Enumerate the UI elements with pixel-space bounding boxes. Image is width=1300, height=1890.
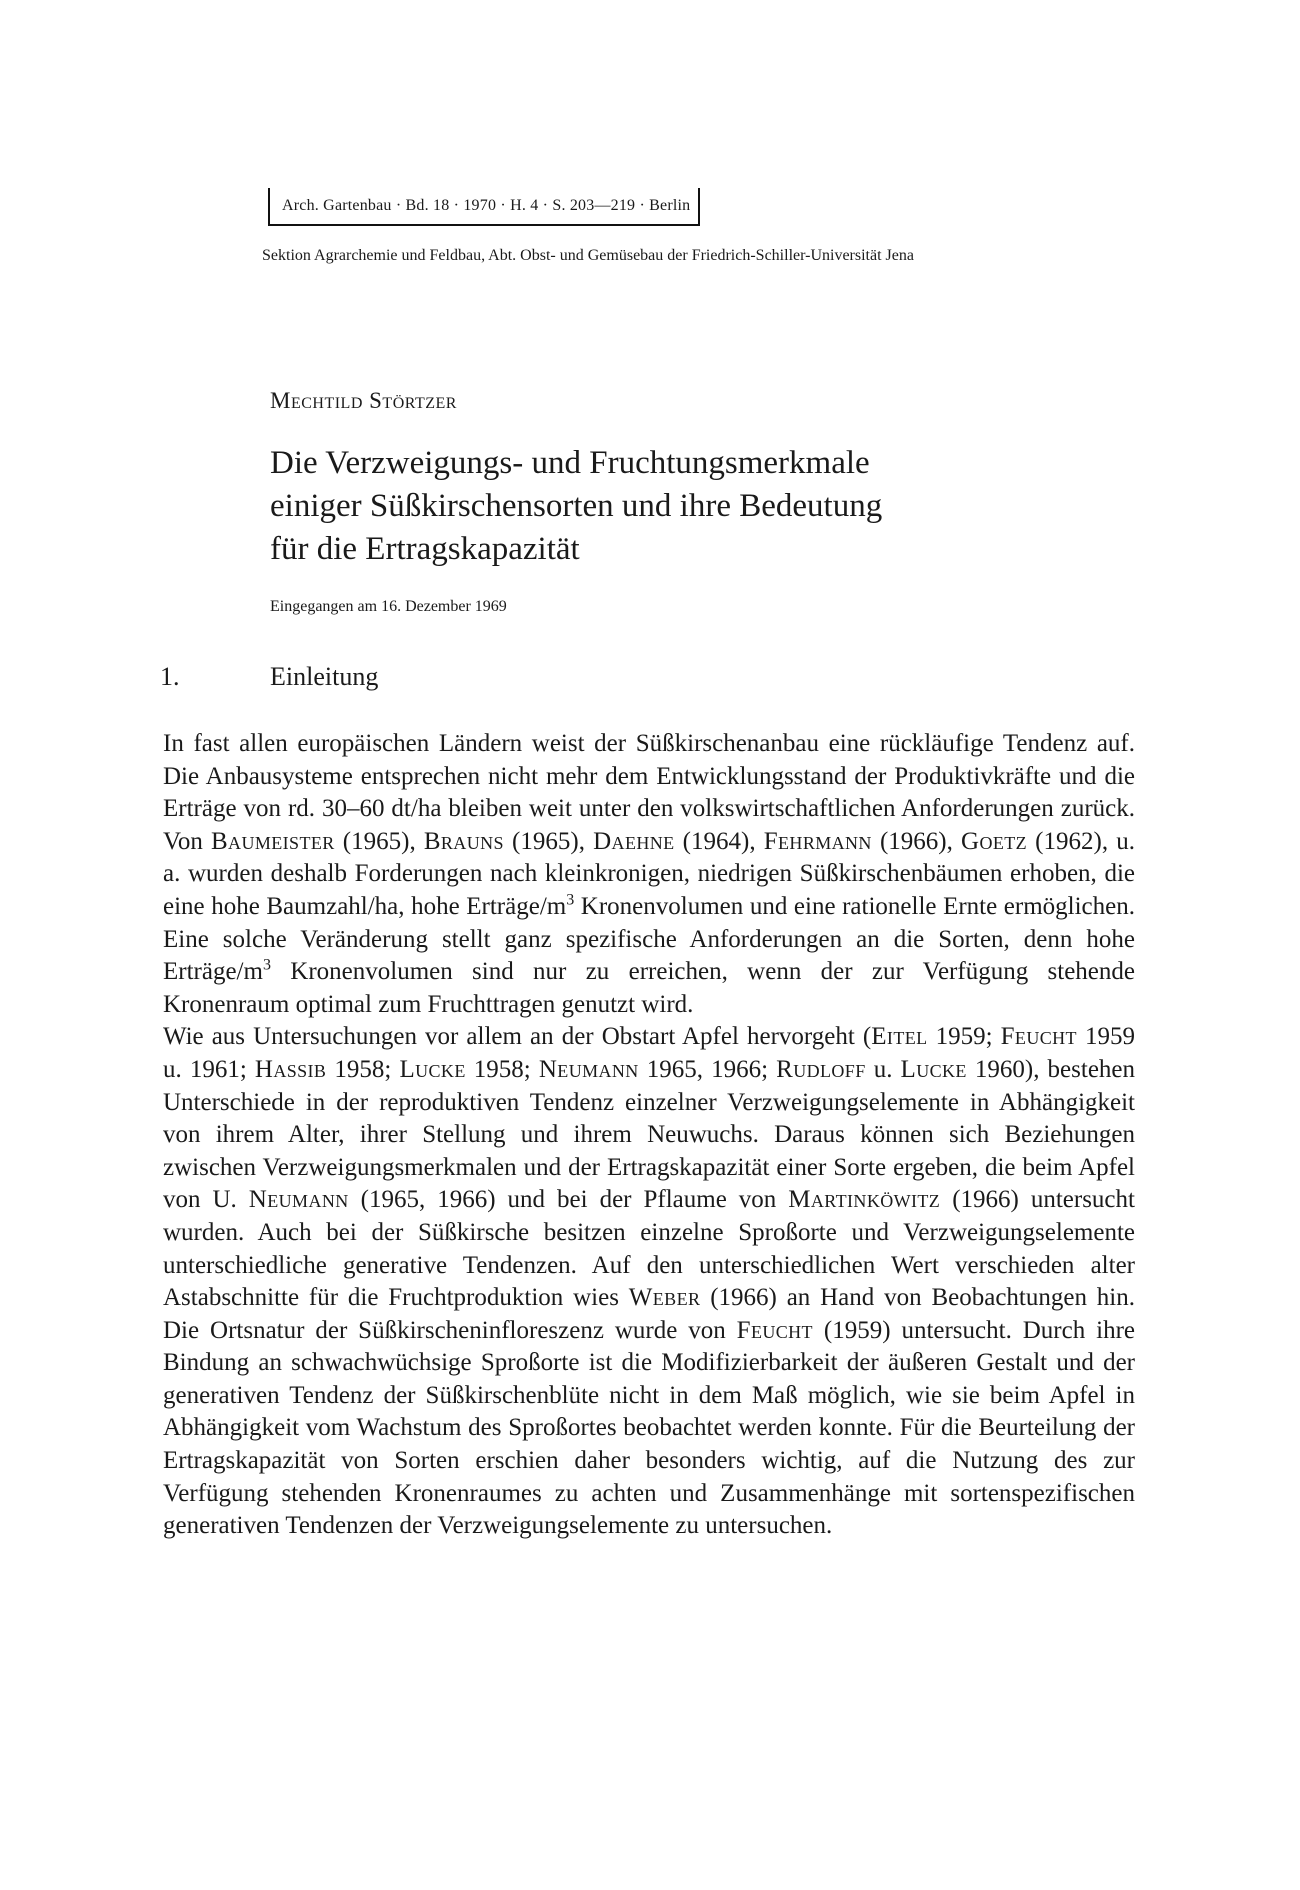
article-title: [270, 442, 882, 571]
citation-author: Baumeister: [210, 827, 335, 855]
paragraph-literature: [163, 1021, 1135, 1543]
text-run: (1962), u. a. wurden deshalb Forderungen nach kleinkronigen, niedrigen Süßkirschenbäumen erhoben, die eine hohe Baumzahl/ha, hohe Erträge/m: [163, 827, 1135, 920]
text-run: (1964),: [674, 827, 764, 855]
section-heading: [160, 662, 378, 692]
text-run: 1959 u. 1961;: [163, 1023, 1136, 1083]
text-run: 1958;: [326, 1055, 400, 1083]
title-line: einiger Süßkirschensorten und ihre Bedeutung: [270, 488, 883, 524]
superscript: 3: [262, 956, 271, 974]
citation-author: Feucht: [1000, 1023, 1077, 1051]
citation-author: Neumann: [538, 1055, 639, 1083]
text-run: (1965),: [503, 827, 594, 855]
text-run: (1959) untersucht. Durch ihre Bindung an schwachwüchsige Sproßorte ist die Modifizierbarkeit der äußeren Gestalt und der generativen Tendenz der Süßkirschenblüte nicht in dem Maß möglich, wie sie beim Apfel in Abhängigkeit vom Wachstum des Sproßortes beobachtet werden konnte. Für die Beurteilung der Ertragskapazität von Sorten erschien daher besonders wichtig, auf die Nutzung des zur Verfügung stehenden Kronenraumes zu achten und Zusammenhänge mit sortenspezifischen generativen Tendenzen der Verzweigungselemente zu untersuchen.: [163, 1316, 1136, 1540]
citation-author: Daehne: [593, 827, 675, 855]
text-run: 1958;: [465, 1055, 539, 1083]
body-text: [163, 728, 1135, 1543]
text-run: (1965),: [334, 827, 424, 855]
citation-author: Lucke: [900, 1055, 967, 1083]
text-run: Kronenvolumen und eine rationelle Ernte ermöglichen. Eine solche Veränderung stellt ganz spezifische Anforderungen an die Sorten, denn hohe Erträge/m: [163, 892, 1135, 986]
citation-author: Lucke: [399, 1055, 466, 1083]
citation-author: Weber: [628, 1284, 701, 1312]
text-run: (1965, 1966) und bei der Pflaume von: [348, 1186, 789, 1214]
text-run: 1959;: [927, 1023, 1001, 1051]
citation-author: Martinköwitz: [788, 1186, 941, 1214]
citation-author: Rudloff: [776, 1055, 866, 1083]
citation-author: Brauns: [423, 827, 504, 855]
text-run: (1966) an Hand von Beobachtungen hin. Die Ortsnatur der Süßkirscheninfloreszenz wurde von: [163, 1284, 1135, 1344]
author-affiliation: Sektion Agrarchemie und Feldbau, Abt. Obst- und Gemüsebau der Friedrich-Schiller-Universität Jena: [262, 247, 914, 264]
text-run: Wie aus Untersuchungen vor allem an der Obstart Apfel hervorgeht (: [163, 1023, 872, 1051]
received-date: Eingegangen am 16. Dezember 1969: [270, 598, 507, 615]
text-run: u.: [865, 1055, 901, 1083]
section-title: Einleitung: [270, 662, 379, 691]
text-run: (1966),: [871, 827, 961, 855]
text-run: Kronenvolumen sind nur zu erreichen, wenn der zur Verfügung stehende Kronenraum optimal zum Fruchttragen genutzt wird.: [163, 958, 1135, 1018]
text-run: 1965, 1966;: [638, 1055, 777, 1083]
paragraph-intro: [163, 728, 1135, 1021]
superscript: 3: [566, 891, 575, 909]
text-run: In fast allen europäischen Ländern weist der Süßkirschenanbau eine rückläufige Tendenz auf. Die Anbausysteme entsprechen nicht mehr dem Entwicklungsstand der Produktivkräfte und die Erträge von rd. 30–60 dt/ha bleiben weit unter den volkswirtschaftlichen Anforderungen zurück. Von: [163, 730, 1135, 855]
title-line: für die Ertragskapazität: [270, 531, 580, 567]
citation-author: Neumann: [248, 1186, 349, 1214]
text-run: (1966) untersucht wurden. Auch bei der Süßkirsche besitzen einzelne Sproßorte und Verzweigungselemente unterschiedliche generative Tendenzen. Auf den unterschiedlichen Wert verschieden alter Astabschnitte für die Fruchtproduktion wies: [163, 1186, 1135, 1312]
citation-author: Goetz: [961, 827, 1028, 855]
citation-author: Feucht: [736, 1316, 813, 1344]
citation-author: Eitel: [871, 1023, 928, 1051]
author-name: Mechtild Störtzer: [270, 388, 457, 413]
text-run: 1960), bestehen Unterschiede in der reproduktiven Tendenz einzelner Verzweigungselemente in Abhängigkeit von ihrem Alter, ihrer Stellung und ihrem Neuwuchs. Daraus können sich Beziehungen zwischen Verzweigungsmerkmalen und der Ertragskapazität einer Sorte ergeben, die beim Apfel von U.: [163, 1055, 1136, 1214]
citation-author: Hassib: [254, 1055, 327, 1083]
section-number: 1.: [160, 662, 180, 691]
journal-citation: Arch. Gartenbau · Bd. 18 · 1970 · H. 4 · S. 203—219 · Berlin: [268, 188, 700, 226]
title-line: Die Verzweigungs- und Fruchtungsmerkmale: [270, 445, 870, 481]
citation-author: Fehrmann: [763, 827, 872, 855]
